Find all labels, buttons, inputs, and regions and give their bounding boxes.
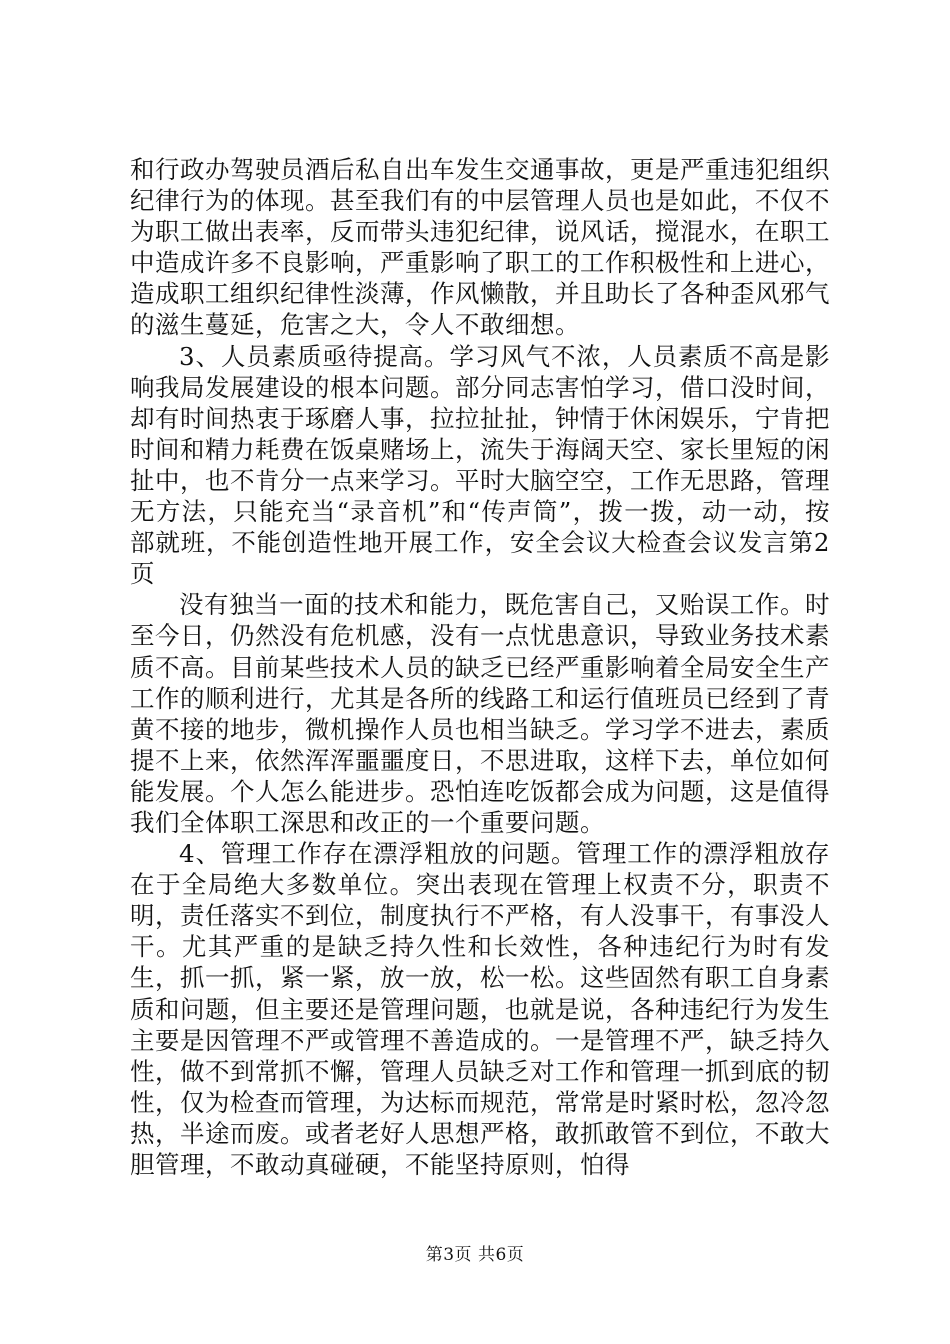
body-text	[130, 154, 830, 1180]
page-footer	[0, 1244, 950, 1266]
paragraph-1: 和行政办驾驶员酒后私自出车发生交通事故，更是严重违犯组织纪律行为的体现。甚至我们有的中层管理人员也是如此，不仅不为职工做出表率，反而带头违犯纪律，说风话，搅混水，在职工中造成许多不良影响，严重影响了职工的工作积极性和上进心，造成职工组织纪律性淡薄，作风懒散，并且助长了各种歪风邪气的滋生蔓延，危害之大，令人不敢细想。	[130, 155, 830, 340]
paragraph-3: 没有独当一面的技术和能力，既危害自己，又贻误工作。时至今日，仍然没有危机感，没有一点忧患意识，导致业务技术素质不高。目前某些技术人员的缺乏已经严重影响着全局安全生产工作的顺利进行，尤其是各所的线路工和运行值班员已经到了青黄不接的地步，微机操作人员也相当缺乏。学习学不进去，素质提不上来，依然浑浑噩噩度日，不思进取，这样下去，单位如何能发展。个人怎么能进步。恐怕连吃饭都会成为问题，这是值得我们全体职工深思和改正的一个重要问题。	[130, 590, 830, 837]
paragraph-4: 4、管理工作存在漂浮粗放的问题。管理工作的漂浮粗放存在于全局绝大多数单位。突出表现在管理上权责不分，职责不明，责任落实不到位，制度执行不严格，有人没事干，有事没人干。尤其严重的是缺乏持久性和长效性，各种违纪行为时有发生，抓一抓，紧一紧，放一放，松一松。这些固然有职工自身素质和问题，但主要还是管理问题，也就是说，各种违纪行为发生主要是因管理不严或管理不善造成的。一是管理不严，缺乏持久性，做不到常抓不懈，管理人员缺乏对工作和管理一抓到底的韧性，仅为检查而管理，为达标而规范，常常是时紧时松，忽冷忽热，半途而废。或者老好人思想严格，敢抓敢管不到位，不敢大胆管理，不敢动真碰硬，不能坚持原则，怕得	[130, 839, 830, 1179]
page-number-label: 第3页 共6页	[425, 1245, 525, 1265]
paragraph-2: 3、人员素质亟待提高。学习风气不浓，人员素质不高是影响我局发展建设的根本问题。部分同志害怕学习，借口没时间，却有时间热衷于琢磨人事，拉拉扯扯，钟情于休闲娱乐，宁肯把时间和精力耗费在饭桌赌场上，流失于海阔天空、家长里短的闲扯中，也不肯分一点来学习。平时大脑空空，工作无思路，管理无方法，只能充当“录音机”和“传声筒”，拨一拨，动一动，按部就班，不能创造性地开展工作，安全会议大检查会议发言第2页	[130, 341, 830, 589]
